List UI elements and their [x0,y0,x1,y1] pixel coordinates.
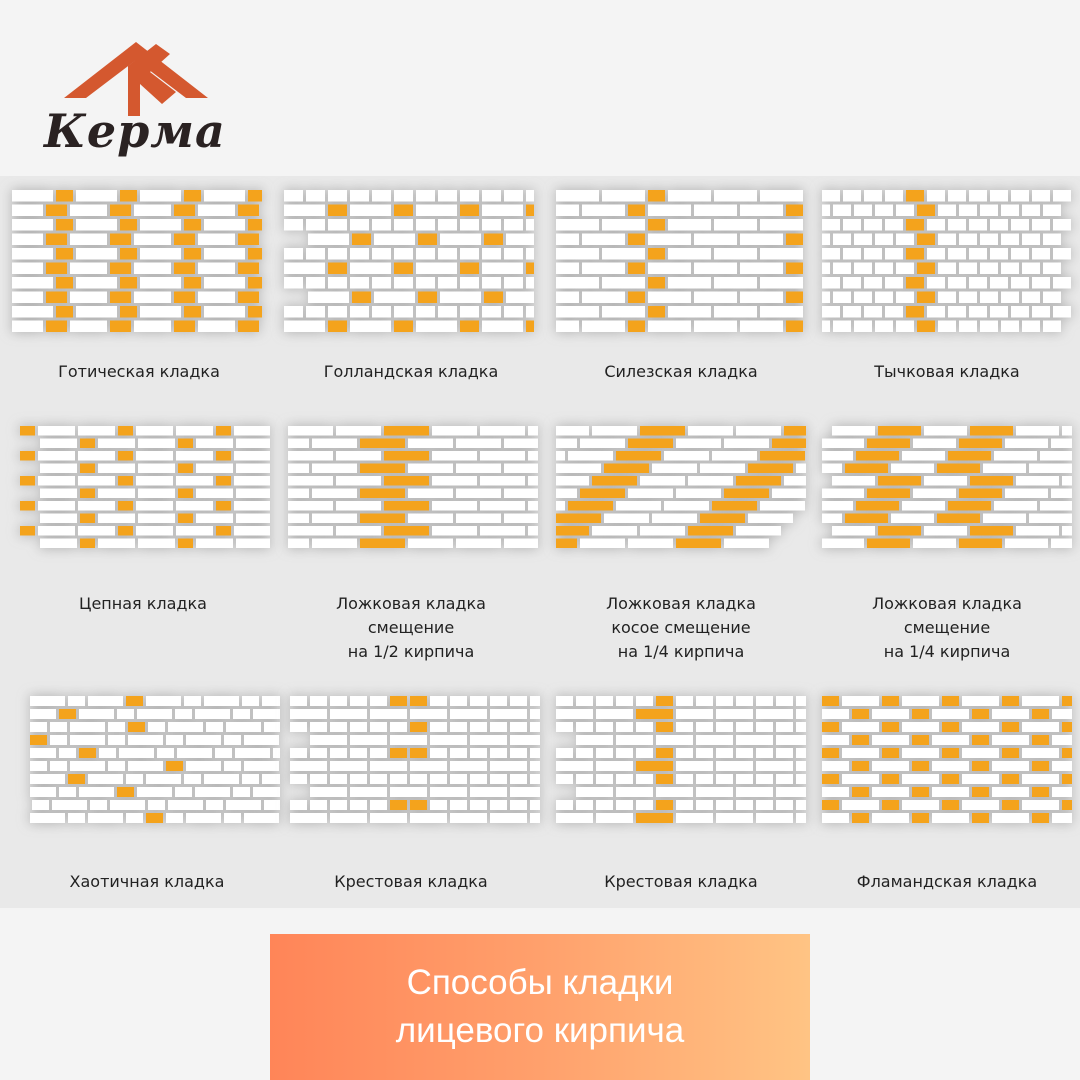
banner-line-1: Способы кладки [406,963,674,1002]
caption-cross-2: Крестовая кладка [604,872,758,891]
caption-stretcher-diagonal: Ложковая кладка косое смещение на 1/4 кирпича [606,594,756,661]
pattern-cross-1 [290,696,540,846]
pattern-gothic [12,190,262,340]
caption-silesian: Силезская кладка [604,362,758,381]
brand-name: Керма [44,104,226,158]
pattern-random [30,696,280,846]
caption-header: Тычковая кладка [874,362,1020,381]
pattern-cross-2 [556,696,806,846]
caption-chain: Цепная кладка [79,594,207,613]
pattern-flemish [822,696,1072,846]
caption-random: Хаотичная кладка [69,872,225,891]
pattern-header [822,190,1072,340]
title-banner [270,934,810,1080]
pattern-stretcher-quarter [822,420,1072,570]
caption-dutch: Голландская кладка [323,362,499,381]
caption-cross-1: Крестовая кладка [334,872,488,891]
caption-stretcher-half: Ложковая кладка смещение на 1/2 кирпича [336,594,486,661]
caption-gothic: Готическая кладка [58,362,220,381]
pattern-chain [20,420,270,570]
caption-flemish: Фламандская кладка [856,872,1038,891]
pattern-silesian [556,190,806,340]
pattern-stretcher-half [288,420,538,570]
pattern-stretcher-diagonal [556,420,806,570]
caption-stretcher-quarter: Ложковая кладка смещение на 1/4 кирпича [872,594,1022,661]
banner-line-2: лицевого кирпича [395,1011,685,1050]
pattern-dutch [284,190,534,340]
